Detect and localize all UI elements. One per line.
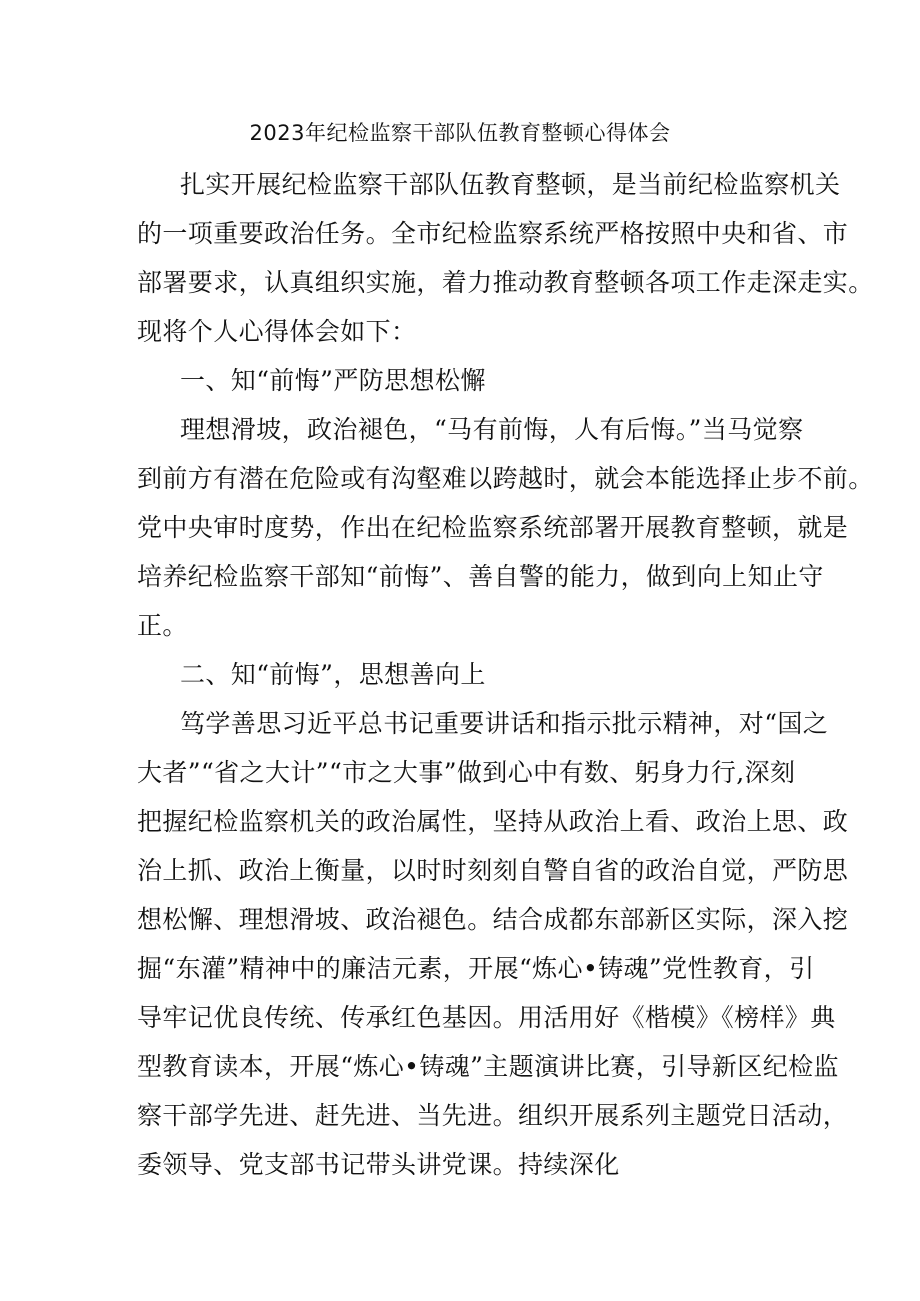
paragraph-3-line-9: 察干部学先进、赶先进、当先进。组织开展系列主题党日活动， — [137, 1101, 849, 1130]
paragraph-2-line-2: 到前方有潜在危险或有沟壑难以跨越时，就会本能选择止步不前。 — [137, 464, 874, 493]
paragraph-1-line-3: 部署要求，认真组织实施，着力推动教育整顿各项工作走深走实。 — [137, 268, 874, 297]
section-heading-2: 二、知“前悔”，思想善向上 — [180, 660, 486, 689]
paragraph-3-line-7: 导牢记优良传统、传承红色基因。用活用好《楷模》《榜样》典 — [137, 1003, 836, 1032]
paragraph-2-line-3: 党中央审时度势，作出在纪检监察系统部署开展教育整顿，就是 — [137, 513, 849, 542]
paragraph-1-line-2: 的一项重要政治任务。全市纪检监察系统严格按照中央和省、市 — [137, 219, 849, 248]
document-title: 2023年纪检监察干部队伍教育整顿心得体会 — [249, 121, 671, 145]
paragraph-3-line-3: 把握纪检监察机关的政治属性，坚持从政治上看、政治上思、政 — [137, 807, 849, 836]
paragraph-1-line-4: 现将个人心得体会如下： — [137, 317, 417, 346]
paragraph-3-line-5: 想松懈、理想滑坡、政治褪色。结合成都东部新区实际，深入挖 — [137, 905, 849, 934]
paragraph-3-line-1: 笃学善思习近平总书记重要讲话和指示批示精神，对“国之 — [180, 709, 829, 738]
paragraph-3-line-4: 治上抓、政治上衡量，以时时刻刻自警自省的政治自觉，严防思 — [137, 856, 849, 885]
paragraph-2-line-4: 培养纪检监察干部知“前悔”、善自警的能力，做到向上知止守 — [137, 562, 824, 591]
paragraph-3-line-10: 委领导、党支部书记带头讲党课。持续深化 — [137, 1150, 620, 1179]
paragraph-3-line-6: 掘“东灌”精神中的廉洁元素，开展“炼心•铸魂”党性教育，引 — [137, 954, 815, 983]
paragraph-3-line-2: 大者”“省之大计”“市之大事”做到心中有数、躬身力行,深刻 — [137, 758, 796, 787]
paragraph-2-line-1: 理想滑坡，政治褪色，“马有前悔，人有后悔。”当马觉察 — [180, 415, 804, 444]
paragraph-2-line-5: 正。 — [137, 611, 188, 640]
paragraph-3-line-8: 型教育读本，开展“炼心•铸魂”主题演讲比赛，引导新区纪检监 — [137, 1052, 839, 1081]
paragraph-1-line-1: 扎实开展纪检监察干部队伍教育整顿，是当前纪检监察机关 — [180, 170, 841, 199]
section-heading-1: 一、知“前悔”严防思想松懈 — [180, 366, 486, 395]
